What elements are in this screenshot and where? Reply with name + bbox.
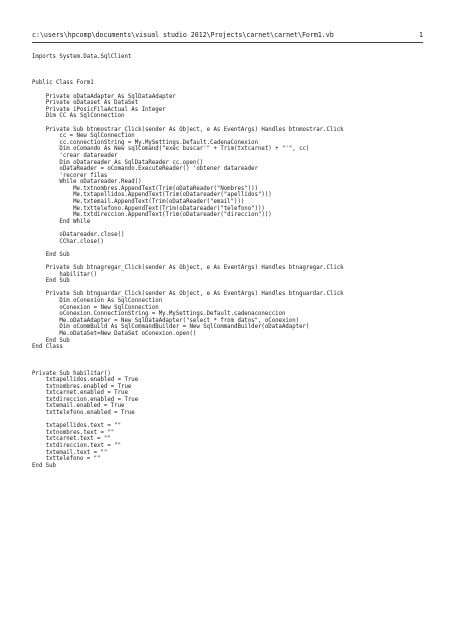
code-line: Private iPosicFilaActual As Integer bbox=[32, 106, 166, 113]
code-line: habilitar() bbox=[32, 271, 98, 278]
code-line bbox=[32, 61, 432, 68]
code-line bbox=[32, 120, 432, 127]
file-path: c:\users\hpcomp\documents\visual studio 2012\Projects\carnet\carnet\Form1.vb bbox=[32, 31, 334, 39]
code-line: txtcarnet.text = "" bbox=[32, 436, 111, 443]
code-line: Me.txtemail.AppendText(Trim(oDataReader("email"))) bbox=[32, 199, 245, 206]
code-line: cc.connectionString = My.MySettings.Default.CadenaConexion bbox=[32, 139, 258, 146]
code-line: Private Sub btnmostrar_Click(sender As Object, e As EventArgs) Handles btnmostrar.Click bbox=[32, 126, 344, 133]
code-line: End Sub bbox=[32, 278, 70, 285]
code-line bbox=[32, 245, 432, 252]
code-line: Me.txtdireccion.AppendText(Trim(oDatareader("direccion"))) bbox=[32, 212, 272, 219]
code-line: txtdireccion.enabled = True bbox=[32, 396, 139, 403]
code-line: End Class bbox=[32, 344, 63, 351]
code-line: txtnombres.text = "" bbox=[32, 429, 115, 436]
code-line: Me.txttelefono.AppendText(Trim(oDatareader("telefono"))) bbox=[32, 205, 265, 212]
code-listing bbox=[32, 54, 432, 469]
code-line: Me.oDataSet=New DataSet oConexion.open() bbox=[32, 330, 197, 337]
code-line: oConexion = New SqlConnection bbox=[32, 304, 159, 311]
code-line: txtapellidos.enabled = True bbox=[32, 377, 139, 384]
code-line bbox=[32, 357, 432, 364]
code-line: txtdireccion.text = "" bbox=[32, 443, 122, 450]
code-line bbox=[32, 417, 432, 424]
code-line: Private Sub btnguardar_Click(sender As Object, e As EventArgs) Handles btnguardar.Click bbox=[32, 291, 344, 298]
code-line: End While bbox=[32, 218, 91, 225]
code-line: txtemail.enabled = True bbox=[32, 403, 125, 410]
code-line: Dim oComando As New sqlComand("exec buscar'" + Trim(txtcarnet) + "'", cc) bbox=[32, 146, 310, 153]
code-line: oDataReader = oComando.ExecuteReader() 'obtener datareader bbox=[32, 166, 258, 173]
code-line: txttelefono.enabled = True bbox=[32, 410, 135, 417]
code-line bbox=[32, 225, 432, 232]
code-line: Me.txtapellidos.AppendText(Trim(oDatareader("apellidos"))) bbox=[32, 192, 272, 199]
code-line bbox=[32, 285, 432, 292]
code-line: Private Sub habilitar() bbox=[32, 370, 111, 377]
code-line: oConexion.ConnectionString = My.MySettings.Default.cadenaconeccion bbox=[32, 311, 286, 318]
page-header bbox=[32, 30, 423, 43]
code-line: Private Sub btnagregar_Click(sender As Object, e As EventArgs) Handles btnagregar.Click bbox=[32, 265, 344, 271]
code-line: Public Class Form1 bbox=[32, 80, 94, 87]
code-line: Dim oDatareader As SqlDataReader cc.open() bbox=[32, 159, 204, 166]
code-line: oDatareader.close() bbox=[32, 232, 125, 239]
code-line: txttelefono = "" bbox=[32, 456, 101, 463]
code-line: Me.txtnombres.AppendText(Trim(oDataReader("Nombres"))) bbox=[32, 185, 258, 192]
code-line: 'crear datareader bbox=[32, 152, 118, 159]
code-line bbox=[32, 364, 432, 371]
code-line: End Sub bbox=[32, 251, 70, 258]
code-line: End Sub bbox=[32, 337, 70, 344]
code-line: Dim oCommBuild As SqlCommandBuilder = New SqlCommandBuilder(oDataAdapter) bbox=[32, 324, 310, 331]
code-line: CChar.close() bbox=[32, 238, 104, 245]
code-line: Dim CC As SqlConnection bbox=[32, 113, 125, 120]
code-line: Dim oConexion As SqlConnection bbox=[32, 297, 163, 304]
code-line: Private oDataAdapter As SqlDataAdapter bbox=[32, 93, 176, 100]
code-line bbox=[32, 67, 432, 74]
code-line bbox=[32, 74, 432, 81]
code-line: txtemail.text = "" bbox=[32, 449, 108, 456]
code-line: Me.oDataAdapter = New SqlDataAdapter("select * from datos", oConexion) bbox=[32, 317, 300, 324]
code-line: While oDatareader.Read() bbox=[32, 179, 142, 186]
code-line bbox=[32, 258, 432, 265]
code-line: cc = New SqlConnection bbox=[32, 133, 135, 140]
page-number: 1 bbox=[419, 31, 423, 39]
code-line: End Sub bbox=[32, 462, 56, 469]
code-line: 'recorer filas bbox=[32, 172, 108, 179]
code-line: txtnombres.enabled = True bbox=[32, 383, 132, 390]
code-line bbox=[32, 351, 432, 358]
code-line: Private oDataset As DataSet bbox=[32, 100, 139, 107]
code-line: txtcarnet.enabled = True bbox=[32, 390, 128, 397]
code-line: Imports System.Data.SqlClient bbox=[32, 54, 132, 60]
code-line bbox=[32, 87, 432, 94]
code-line: txtapellidos.text = "" bbox=[32, 423, 122, 430]
